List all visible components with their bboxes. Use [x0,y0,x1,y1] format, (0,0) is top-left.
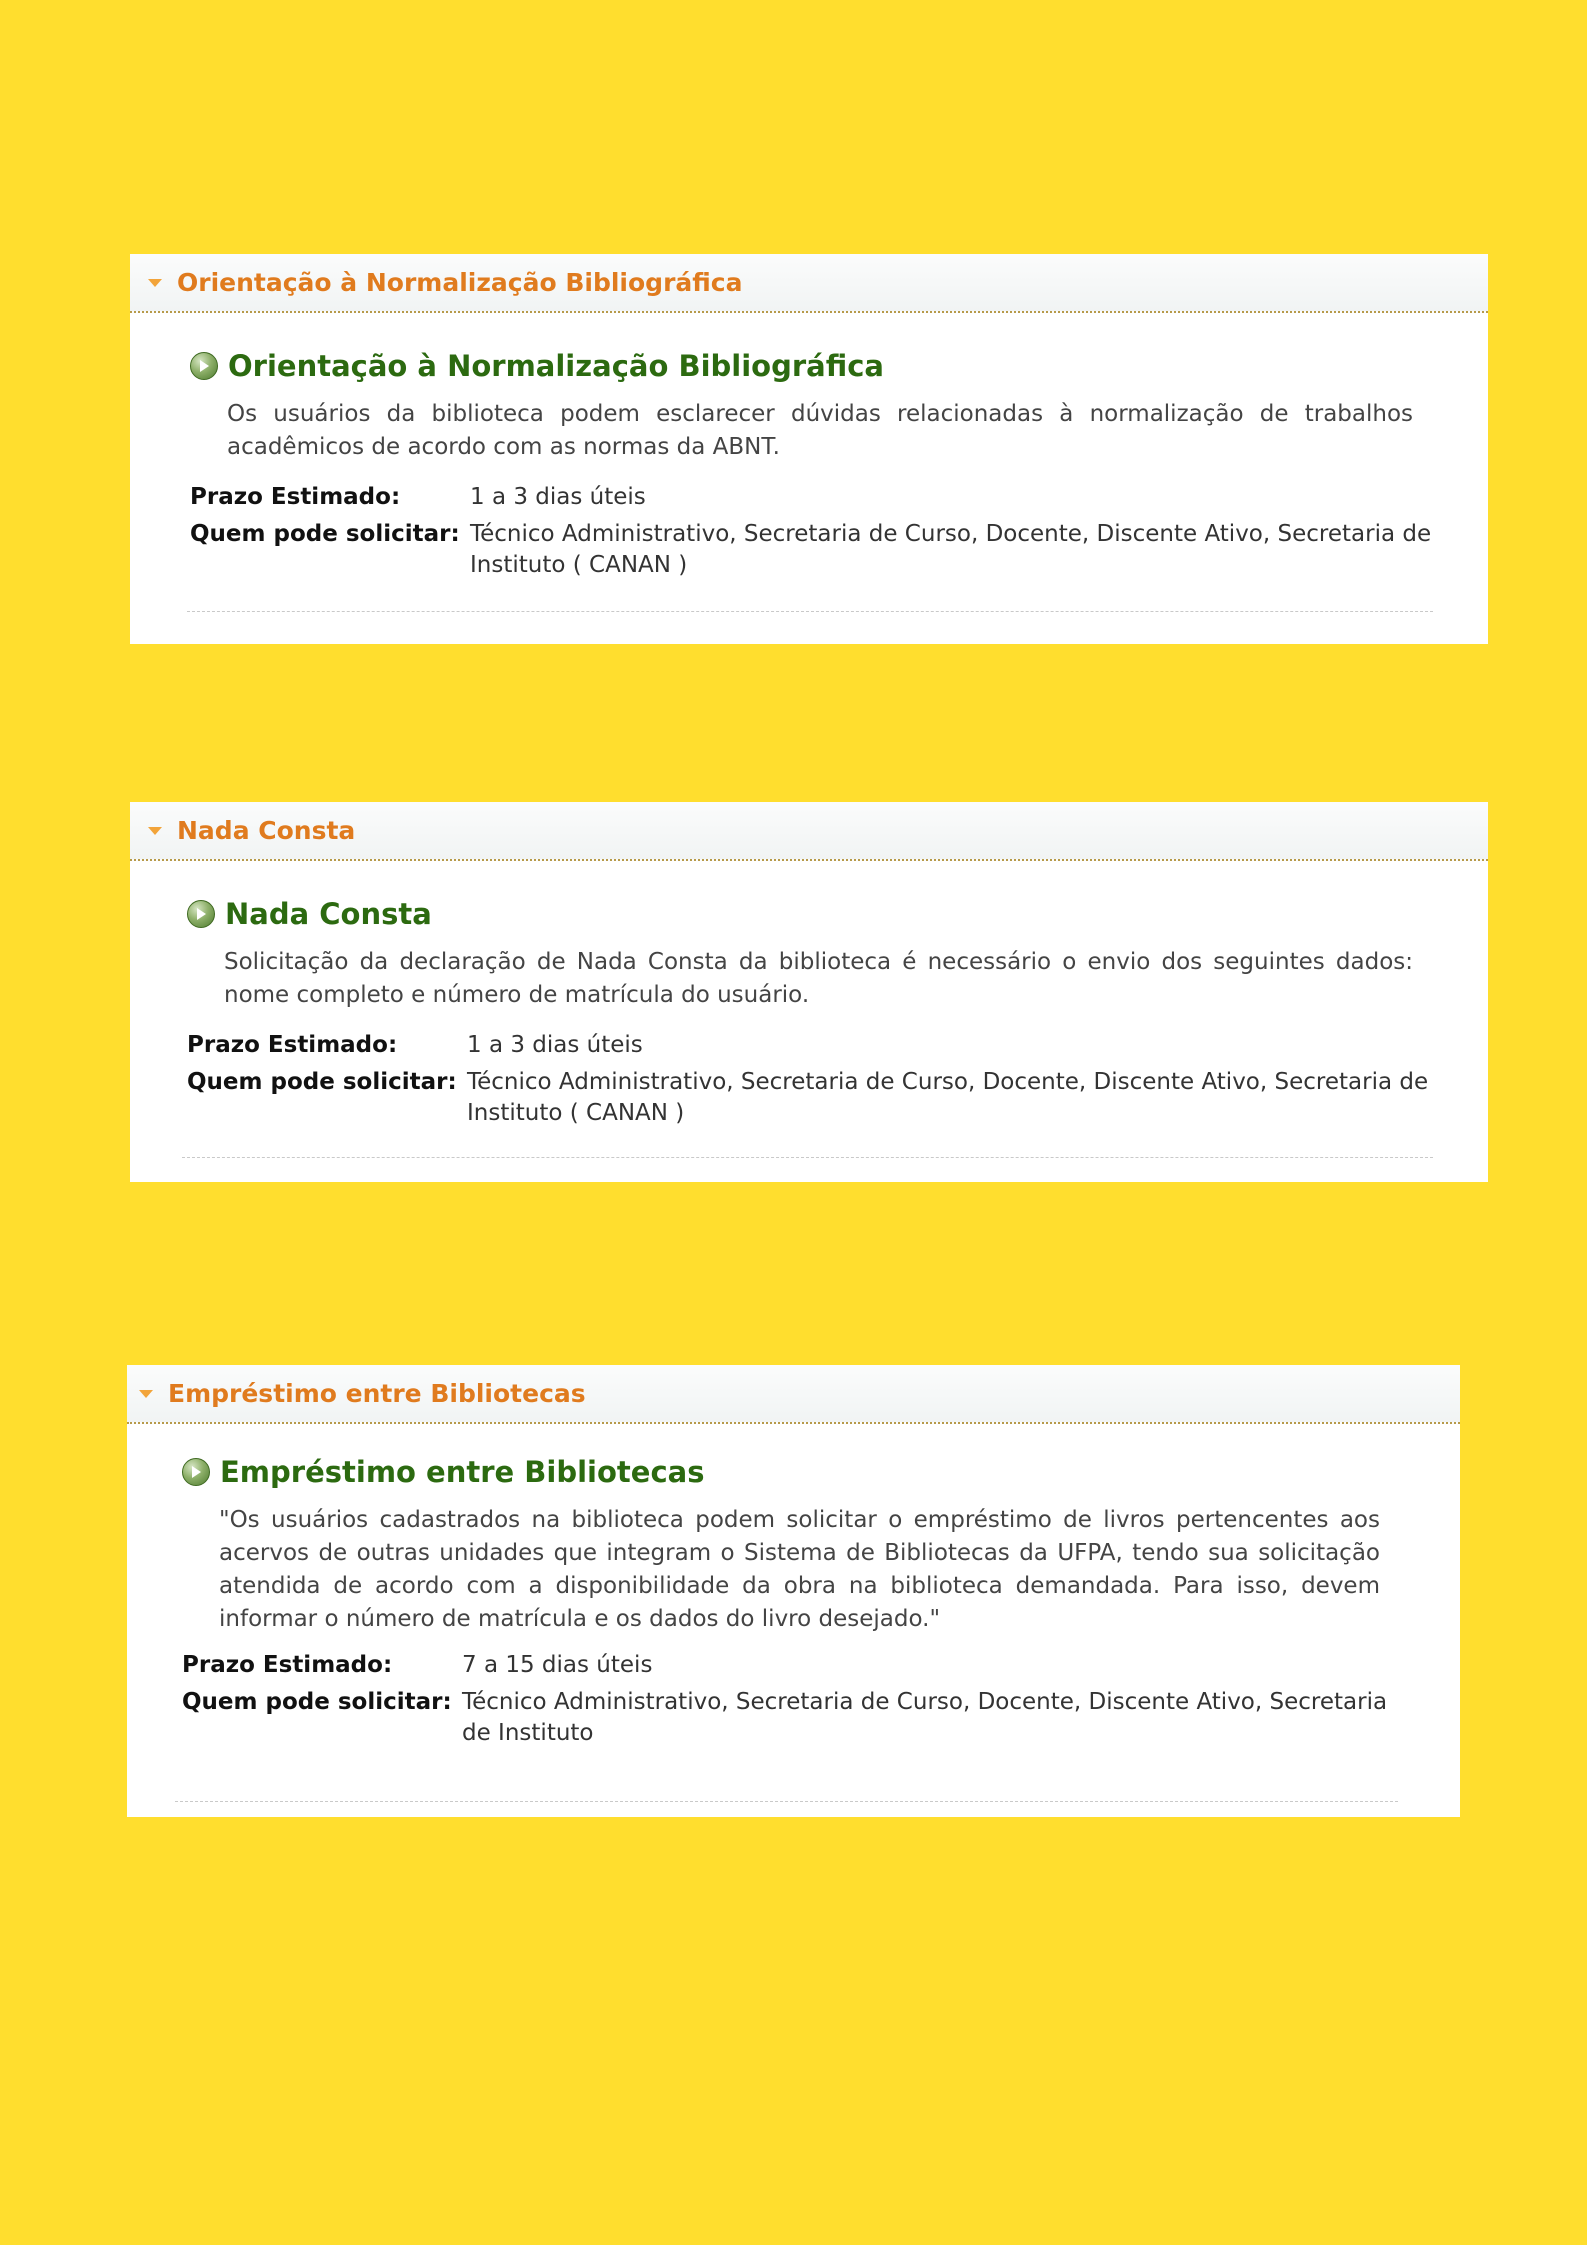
panel-header[interactable] [130,254,1488,313]
service-title-text: Empréstimo entre Bibliotecas [220,1455,705,1489]
quem-label: Quem pode solicitar: [182,1689,452,1715]
panel-header-label[interactable]: Orientação à Normalização Bibliográfica [177,268,743,297]
service-meta [187,1030,1433,1129]
service-panel-normalizacao [130,254,1488,644]
service-description: Solicitação da declaração de Nada Consta da biblioteca é necessário o envio dos seguintes dados: nome completo e número de matrícula do usuário. [224,949,1413,1008]
divider [175,1801,1398,1802]
service-title-text: Nada Consta [225,897,432,931]
prazo-value: 1 a 3 dias úteis [467,1032,643,1058]
quem-row [182,1687,1400,1749]
quem-value: Técnico Administrativo, Secretaria de Curso, Docente, Discente Ativo, Secretaria de Instituto [462,1689,1388,1746]
collapse-caret-icon[interactable] [148,827,162,835]
service-entry [190,346,1433,587]
panel-header[interactable] [130,802,1488,861]
panel-header[interactable] [127,1365,1460,1424]
service-meta [190,482,1433,581]
arrow-right-circle-icon [187,900,215,928]
quem-label: Quem pode solicitar: [187,1069,457,1095]
service-description: Os usuários da biblioteca podem esclarecer dúvidas relacionadas à normalização de trabalhos acadêmicos de acordo com as normas da ABNT. [227,401,1413,460]
quem-label: Quem pode solicitar: [190,521,460,547]
prazo-row [187,1030,1433,1061]
service-panel-nada-consta [130,802,1488,1182]
service-meta [182,1650,1400,1749]
arrow-right-circle-icon [182,1458,210,1486]
divider [182,1157,1433,1158]
arrow-right-circle-icon [190,352,218,380]
prazo-value: 7 a 15 dias úteis [462,1652,653,1678]
service-title [190,346,1433,386]
quem-value: Técnico Administrativo, Secretaria de Curso, Docente, Discente Ativo, Secretaria de Instituto ( CANAN ) [470,521,1432,578]
prazo-label: Prazo Estimado: [187,1032,398,1058]
prazo-label: Prazo Estimado: [190,484,401,510]
service-title [187,894,1433,934]
prazo-row [182,1650,1400,1681]
prazo-row [190,482,1433,513]
prazo-label: Prazo Estimado: [182,1652,393,1678]
quem-row [190,519,1433,581]
panel-header-label[interactable]: Nada Consta [177,816,356,845]
collapse-caret-icon[interactable] [148,279,162,287]
service-panel-emprestimo [127,1365,1460,1817]
quem-value: Técnico Administrativo, Secretaria de Curso, Docente, Discente Ativo, Secretaria de Instituto ( CANAN ) [467,1069,1429,1126]
collapse-caret-icon[interactable] [139,1390,153,1398]
service-entry [182,1452,1400,1755]
quem-row [187,1067,1433,1129]
service-description: "Os usuários cadastrados na biblioteca podem solicitar o empréstimo de livros pertencentes aos acervos de outras unidades que integram o Sistema de Bibliotecas da UFPA, tendo sua solicitação atendida de acordo com a disponibilidade da obra na biblioteca demandada. Para isso, devem informar o número de matrícula e os dados do livro desejado." [219,1507,1380,1632]
service-entry [187,894,1433,1135]
service-title-text: Orientação à Normalização Bibliográfica [228,349,884,383]
service-title [182,1452,1400,1492]
divider [187,611,1433,612]
prazo-value: 1 a 3 dias úteis [470,484,646,510]
panel-header-label[interactable]: Empréstimo entre Bibliotecas [168,1379,586,1408]
